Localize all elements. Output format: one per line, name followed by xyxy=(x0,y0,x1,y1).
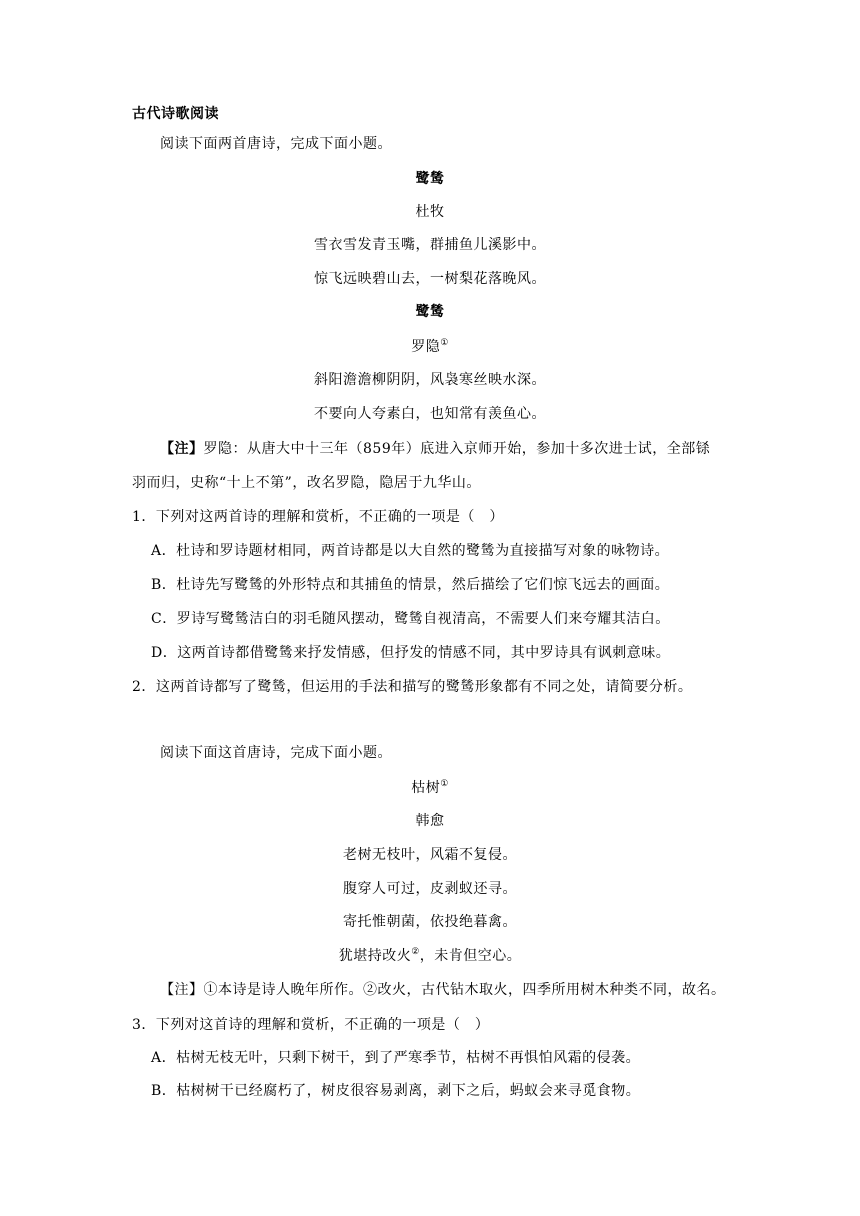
q1-option-b: B．杜诗先写鹭鸶的外形特点和其捕鱼的情景，然后描绘了它们惊飞远去的画面。 xyxy=(151,577,670,593)
poem3-author: 韩愈 xyxy=(415,813,445,829)
poem3-title xyxy=(0,780,860,795)
poem3-title-text: 枯树 xyxy=(411,780,441,796)
poem3-line-1: 老树无枝叶，风霜不复侵。 xyxy=(343,847,517,863)
note-text-1: 罗隐：从唐大中十三年（859年）底进入京师开始，参加十多次进士试，全部铩 xyxy=(203,441,711,457)
poem3-title-mark: ① xyxy=(440,779,449,789)
question-2 xyxy=(132,680,692,694)
question-3 xyxy=(132,1018,489,1032)
question-1 xyxy=(132,510,504,524)
q1-option-d: D．这两首诗都借鹭鸶来抒发情感，但抒发的情感不同，其中罗诗具有讽刺意味。 xyxy=(151,645,671,661)
passage1-note xyxy=(160,442,710,456)
poem3-line-3: 寄托惟朝菌，依投绝暮禽。 xyxy=(343,914,517,930)
poem2-line-2: 不要向人夸素白，也知常有羡鱼心。 xyxy=(314,406,546,422)
poem3-line-4-pre: 犹堪持改火 xyxy=(338,948,412,964)
poem1-line-1: 雪衣雪发青玉嘴，群捕鱼儿溪影中。 xyxy=(314,237,546,253)
poem2-line-1: 斜阳澹澹柳阴阴，风袅寒丝映水深。 xyxy=(314,372,546,388)
poem3-line-4-mark: ② xyxy=(411,947,420,957)
passage2-intro: 阅读下面这首唐诗，完成下面小题。 xyxy=(160,745,392,761)
passage2-note: 【注】①本诗是诗人晚年所作。②改火，古代钻木取火，四季所用树木种类不同，故名。 xyxy=(160,982,726,998)
poem2-note-mark: ① xyxy=(440,338,449,348)
question-3-number: 3． xyxy=(132,1017,156,1033)
question-2-number: 2． xyxy=(132,679,156,695)
question-1-stem: 下列对这两首诗的理解和赏析，不正确的一项是（ ） xyxy=(155,509,504,525)
poem2-author xyxy=(0,339,860,354)
question-1-number: 1． xyxy=(132,509,156,525)
question-2-stem: 这两首诗都写了鹭鸶，但运用的手法和描写的鹭鸶形象都有不同之处，请简要分析。 xyxy=(155,679,693,695)
poem3-line-2: 腹穿人可过，皮剥蚁还寻。 xyxy=(343,881,517,897)
poem1-line-2: 惊飞远映碧山去，一树梨花落晚风。 xyxy=(314,271,546,287)
q1-option-a: A．杜诗和罗诗题材相同，两首诗都是以大自然的鹭鸶为直接描写对象的咏物诗。 xyxy=(151,543,670,559)
question-3-stem: 下列对这首诗的理解和赏析，不正确的一项是（ ） xyxy=(155,1017,490,1033)
passage1-intro: 阅读下面两首唐诗，完成下面小题。 xyxy=(160,136,392,152)
q3-option-a: A．枯树无枝无叶，只剩下树干，到了严寒季节，枯树不再惧怕风霜的侵袭。 xyxy=(151,1050,641,1066)
poem2-author-name: 罗隐 xyxy=(411,339,441,355)
poem1-author: 杜牧 xyxy=(415,204,445,220)
q3-option-b: B．枯树树干已经腐朽了，树皮很容易剥离，剥下之后，蚂蚁会来寻觅食物。 xyxy=(151,1083,641,1099)
poem3-line-4 xyxy=(0,948,860,963)
note-label: 【注】 xyxy=(160,441,204,457)
section-title: 古代诗歌阅读 xyxy=(132,106,219,122)
q1-option-c: C．罗诗写鹭鸶洁白的羽毛随风摆动，鹭鸶自视清高，不需要人们来夸耀其洁白。 xyxy=(151,611,670,627)
passage1-note-cont: 羽而归，史称“十上不第”，改名罗隐，隐居于九华山。 xyxy=(132,475,481,491)
poem1-title: 鹭鸶 xyxy=(415,171,445,187)
poem2-title: 鹭鸶 xyxy=(415,304,445,320)
poem3-line-4-post: ，未肯但空心。 xyxy=(419,948,522,964)
